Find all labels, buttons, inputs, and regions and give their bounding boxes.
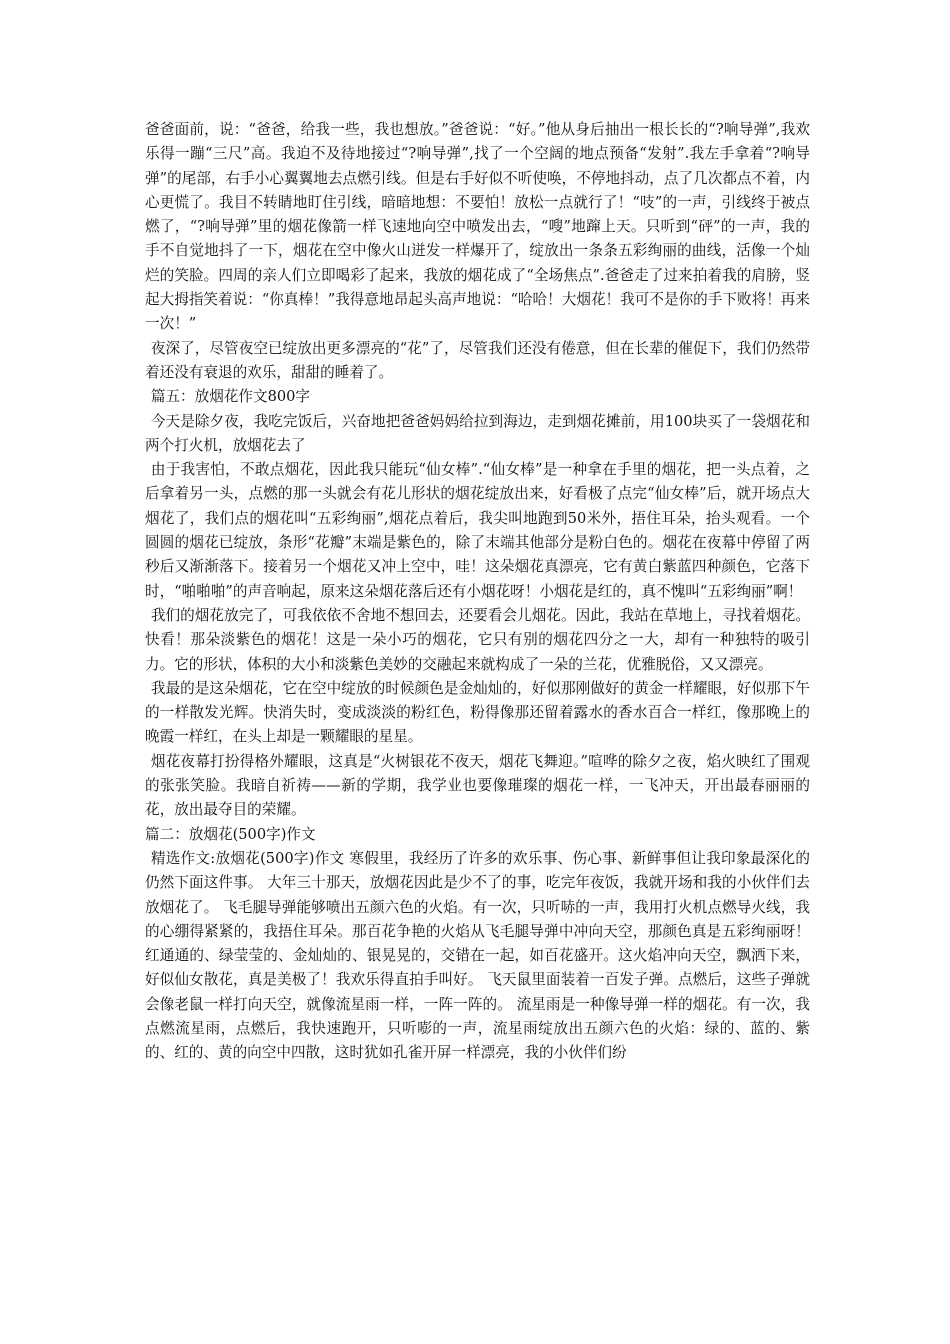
paragraph: 精选作文:放烟花(500字)作文 寒假里，我经历了许多的欢乐事、伤心事、新鲜事但让我印象最深化的仍然下面这件事。 大年三十那天，放烟花因此是少不了的事，吃完年夜饭，我就开场和我的小伙伴们去放烟花了。 飞毛腿导弹能够喷出五颜六色的火焰。有一次，只听哧的一声，我用打火机点燃导火线，我的心绷得紧紧的，我捂住耳朵。那百花争艳的火焰从飞毛腿导弹中冲向天空，那颜色真是五彩绚丽呀！红通通的、绿莹莹的、金灿灿的、银晃晃的，交错在一起，如百花盛开。这火焰冲向天空，飘洒下来，好似仙女散花，真是美极了！我欢乐得直拍手叫好。 飞天鼠里面装着一百发子弹。点燃后，这些子弹就会像老鼠一样打向天空，就像流星雨一样，一阵一阵的。 流星雨是一种像导弹一样的烟花。有一次，我点燃流星雨，点燃后，我快速跑开，只听嘭的一声，流星雨绽放出五颜六色的火焰：绿的、蓝的、紫的、红的、黄的向空中四散，这时犹如孔雀开屏一样漂亮，我的小伙伴们纷 [145,849,810,1062]
document-body [145,118,810,1066]
paragraph: 夜深了，尽管夜空已绽放出更多漂亮的“花”了，尽管我们还没有倦意，但在长辈的催促下，我们仍然带着还没有衰退的欢乐，甜甜的睡着了。 [145,339,810,381]
paragraph: 我最的是这朵烟花，它在空中绽放的时候颜色是金灿灿的，好似那刚做好的黄金一样耀眼，好似那下午的一样散发光辉。快消失时，变成淡淡的粉红色，粉得像那还留着露水的香水百合一样红，像那晚上的晚霞一样红，在头上却是一颗耀眼的星星。 [145,679,810,746]
paragraph: 我们的烟花放完了，可我依依不舍地不想回去，还要看会儿烟花。因此，我站在草地上，寻找着烟花。快看！那朵淡紫色的烟花！这是一朵小巧的烟花，它只有别的烟花四分之一大，却有一种独特的吸引力。它的形状，体积的大小和淡紫色美妙的交融起来就构成了一朵的兰花，优雅脱俗，又又漂亮。 [145,606,810,673]
section-heading: 篇五：放烟花作文800字 [150,388,311,406]
paragraph-continuation: 爸爸面前，说：“爸爸，给我一些，我也想放。”爸爸说：“好。”他从身后抽出一根长长的“?响导弹”,我欢乐得一蹦“三尺”高。我迫不及待地接过“?响导弹”,找了一个空阔的地点预备“发射”.我左手拿着“?响导弹”的尾部，右手小心翼翼地去点燃引线。但是右手好似不听使唤，不停地抖动，点了几次都点不着，内心更慌了。我目不转睛地盯住引线，暗暗地想：不要怕！放松一点就行了！“吱”的一声，引线终于被点燃了，“?响导弹”里的烟花像箭一样飞速地向空中喷发出去，“嗖”地蹿上天。只听到“砰”的一声，我的手不自觉地抖了一下，烟花在空中像火山迸发一样爆开了，绽放出一条条五彩绚丽的曲线，活像一个灿烂的笑脸。四周的亲人们立即喝彩了起来，我放的烟花成了“全场焦点”.爸爸走了过来拍着我的肩膀，竖起大拇指笑着说：“你真棒！”我得意地昂起头高声地说：“哈哈！大烟花！我可不是你的手下败将！再来一次！” [145,121,810,333]
paragraph: 由于我害怕，不敢点烟花，因此我只能玩“仙女棒”.“仙女棒”是一种拿在手里的烟花，把一头点着，之后拿着另一头，点燃的那一头就会有花儿形状的烟花绽放出来，好看极了点完“仙女棒”后，就开场点大烟花了，我们点的烟花叫“五彩绚丽”,烟花点着后，我尖叫地跑到50米外，捂住耳朵，抬头观看。一个圆圆的烟花已绽放，条形“花瓣”末端是紫色的，除了末端其他部分是粉白色的。烟花在夜幕中停留了两秒后又渐渐落下。接着另一个烟花又冲上空中，哇！这朵烟花真漂亮，它有黄白紫蓝四种颜色，它落下时，“啪啪啪”的声音响起，原来这朵烟花落后还有小烟花呀！小烟花是红的，真不愧叫“五彩绚丽”啊！ [145,461,810,600]
section-heading: 篇二：放烟花(500字)作文 [145,825,316,843]
paragraph: 烟花夜幕打扮得格外耀眼，这真是“火树银花不夜天，烟花飞舞迎。”喧哗的除夕之夜，焰火映红了围观的张张笑脸。我暗自祈祷——新的学期，我学业也要像璀璨的烟花一样，一飞冲天，开出最春丽丽的花，放出最夺目的荣耀。 [145,752,810,819]
paragraph: 今天是除夕夜，我吃完饭后，兴奋地把爸爸妈妈给拉到海边，走到烟花摊前，用100块买了一袋烟花和两个打火机，放烟花去了 [145,412,810,454]
